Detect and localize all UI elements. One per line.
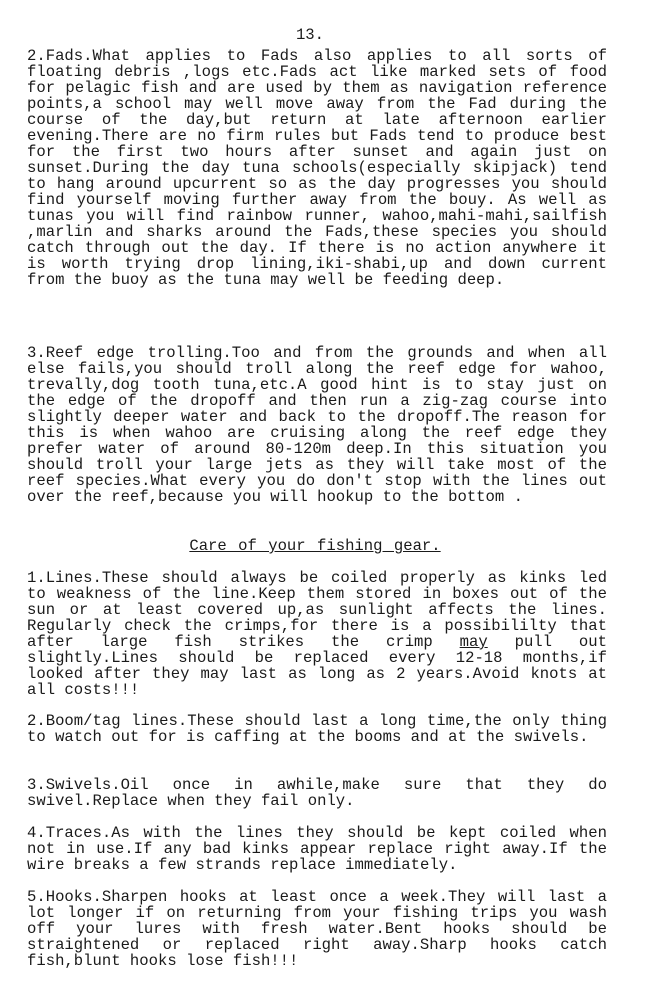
section-heading: Care of your fishing gear. bbox=[189, 537, 441, 555]
paragraph-boom-tag-lines: 2.Boom/tag lines.These should last a long time,the only thing to watch out for is caffing at the booms and at the swivels. bbox=[27, 712, 607, 746]
emphasized-word: may bbox=[459, 633, 488, 651]
lines-text-start: 1.Lines.These should always be coiled properly as kinks led to weakness of the line.Keep them stored in boxes out of the sun or at least covered up,as sunlight affects the lines. Regularly check the crimps,for there is a possibililty that after large fish strikes the crimp bbox=[27, 569, 607, 651]
lines-text-end: pull out slightly.Lines should be replaced every 12-18 months,if looked after they may last as long as 2 years.Avoid knots at all costs!!! bbox=[27, 633, 607, 699]
paragraph-swivels: 3.Swivels.Oil once in awhile,make sure that they do swivel.Replace when they fail only. bbox=[27, 776, 607, 810]
paragraph-lines bbox=[27, 570, 607, 698]
paragraph-traces: 4.Traces.As with the lines they should be kept coiled when not in use.If any bad kinks appear replace right away.If the wire breaks a few strands replace immediately. bbox=[27, 824, 607, 874]
paragraph-hooks: 5.Hooks.Sharpen hooks at least once a week.They will last a lot longer if on returning from your fishing trips you wash off your lures with fresh water.Bent hooks should be straightened or replaced right away.Sharp hooks catch fish,blunt hooks lose fish!!! bbox=[27, 888, 607, 970]
paragraph-reef-edge-trolling: 3.Reef edge trolling.Too and from the grounds and when all else fails,you should troll along the reef edge for wahoo, trevally,dog tooth tuna,etc.A good hint is to stay just on the edge of the dropoff and then run a zig-zag course into slightly deeper water and back to the dropoff.The reason for this is when wahoo are cruising along the reef edge they prefer water of around 80-120m deep.In this situation you should troll your large jets as they will take most of the reef species.What every you do don't stop with the lines out over the reef,because you will hookup to the bottom . bbox=[27, 344, 607, 506]
paragraph-fads: 2.Fads.What applies to Fads also applies to all sorts of floating debris ,logs etc.Fads act like marked sets of food for pelagic fish and are used by them as navigation reference points,a school may well move away from the Fad during the course of the day,but return at late afternoon earlier evening.There are no firm rules but Fads tend to produce best for the first two hours after sunset and again just on sunset.During the day tuna schools(especially skipjack) tend to hang around upcurrent so as the day progresses you should find yourself moving further away from the bouy. As well as tunas you will find rainbow runner, wahoo,mahi-mahi,sailfish ,marlin and sharks around the Fads,these species you should catch through out the day. If there is no action anywhere it is worth trying drop lining,iki-shabi,up and down current from the buoy as the tuna may well be feeding deep. bbox=[27, 47, 607, 289]
page-number: 13. bbox=[295, 26, 325, 44]
